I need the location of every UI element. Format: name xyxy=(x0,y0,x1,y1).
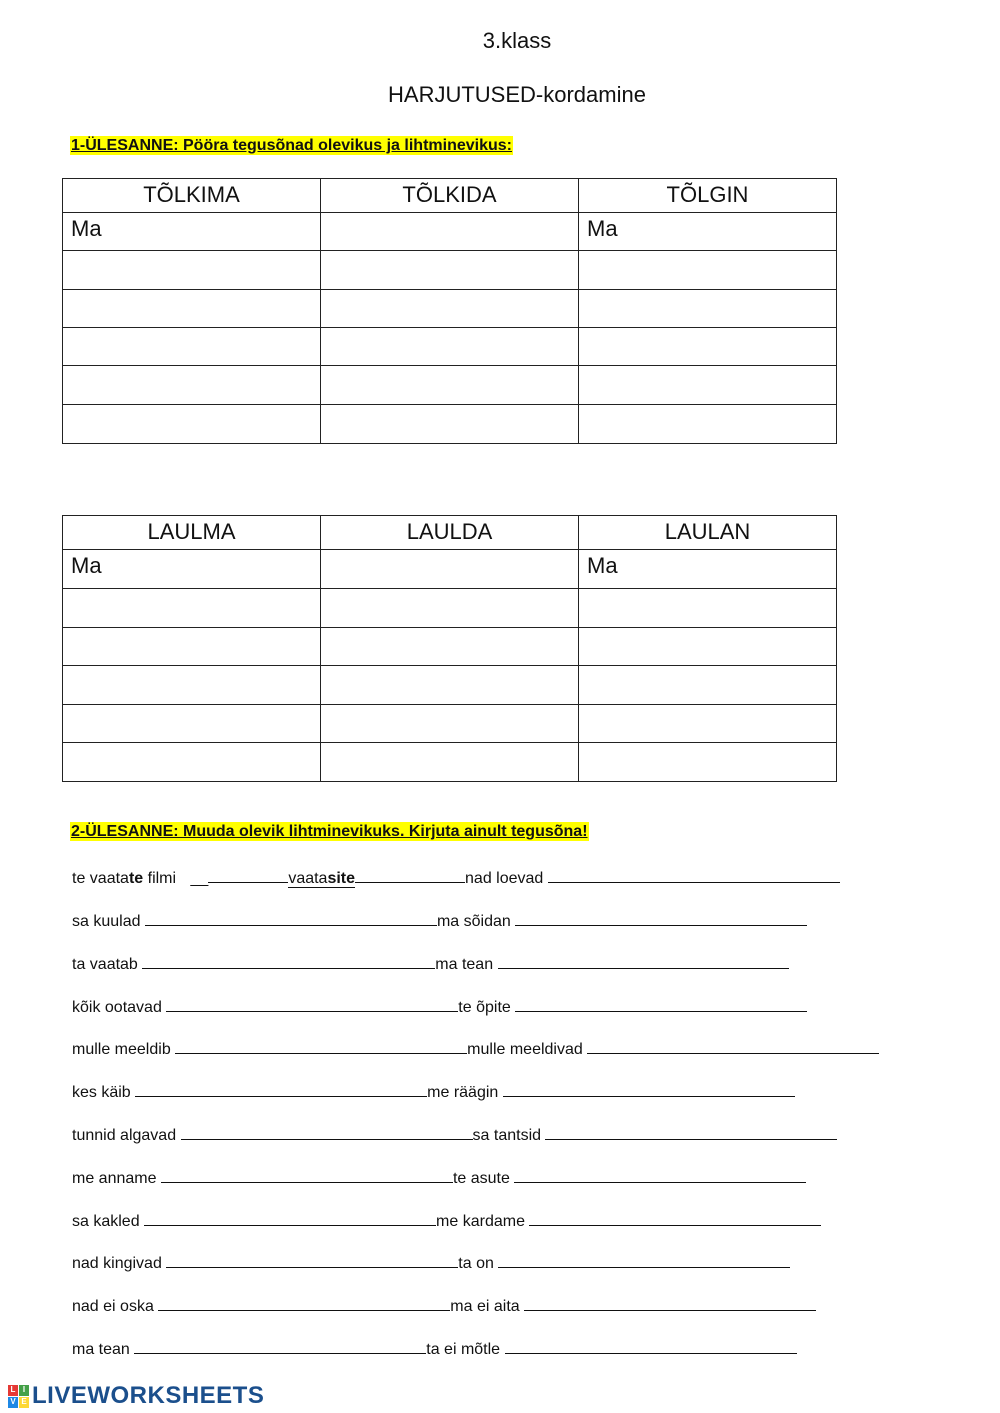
table-answer-cell[interactable] xyxy=(579,328,837,366)
present-verb-right: te asute xyxy=(452,1169,510,1187)
present-verb-left: nad ei oska xyxy=(72,1298,154,1316)
present-verb-left: me anname xyxy=(72,1169,157,1187)
table-header-cell: LAULDA xyxy=(321,516,579,550)
exercise-row xyxy=(72,1253,790,1274)
table-answer-cell[interactable] xyxy=(579,290,837,328)
example-answer: vaata xyxy=(288,870,328,887)
table-header-cell: LAULAN xyxy=(579,516,837,550)
logo-icon-square: E xyxy=(19,1397,29,1408)
present-verb-right: sa tantsid xyxy=(472,1127,542,1144)
example-blank-lead: __ xyxy=(190,870,209,887)
present-verb-left: ta vaatab xyxy=(72,955,138,973)
answer-blank[interactable] xyxy=(181,1125,473,1140)
answer-blank[interactable] xyxy=(524,1296,816,1311)
answer-blank xyxy=(355,868,465,883)
present-verb-right: ma ei aita xyxy=(450,1298,520,1316)
table-answer-cell[interactable] xyxy=(63,290,321,328)
table-answer-cell[interactable] xyxy=(321,550,579,589)
example-prefix-bold: te xyxy=(128,870,144,887)
answer-blank[interactable] xyxy=(548,868,840,883)
present-verb-right: te õpite xyxy=(458,998,511,1016)
table-answer-cell[interactable] xyxy=(63,328,321,366)
answer-blank[interactable] xyxy=(166,1253,458,1268)
answer-blank[interactable] xyxy=(175,1039,467,1054)
present-verb-left: ma tean xyxy=(72,1341,130,1358)
table-header-cell: TÕLKIDA xyxy=(321,179,579,213)
table-answer-cell[interactable] xyxy=(321,366,579,405)
table-answer-cell[interactable]: Ma xyxy=(579,213,837,251)
exercise-row xyxy=(72,1296,816,1317)
present-verb-left: mulle meeldib xyxy=(72,1041,171,1059)
exercise-row xyxy=(72,1039,879,1060)
exercise-row xyxy=(72,911,807,932)
table-answer-cell[interactable]: Ma xyxy=(63,550,321,589)
logo-text: LIVEWORKSHEETS xyxy=(32,1382,265,1409)
answer-blank[interactable] xyxy=(498,1253,790,1268)
class-title: 3.klass xyxy=(482,28,552,53)
verb-table-tolkima xyxy=(62,178,837,444)
exercise-row xyxy=(72,997,807,1018)
answer-blank[interactable] xyxy=(529,1211,821,1226)
present-verb-left: kes käib xyxy=(72,1084,131,1102)
table-answer-cell[interactable] xyxy=(63,666,321,705)
table-answer-cell[interactable] xyxy=(63,251,321,290)
present-verb-left: sa kakled xyxy=(72,1212,140,1230)
table-answer-cell[interactable] xyxy=(579,628,837,666)
present-verb-left: nad kingivad xyxy=(72,1255,162,1273)
table-answer-cell[interactable] xyxy=(321,213,579,251)
table-answer-cell[interactable] xyxy=(579,666,837,705)
answer-blank[interactable] xyxy=(515,911,807,926)
table-answer-cell[interactable]: Ma xyxy=(63,213,321,251)
answer-blank[interactable] xyxy=(134,1339,426,1354)
answer-blank[interactable] xyxy=(505,1339,797,1354)
table-header-cell: TÕLKIMA xyxy=(63,179,321,213)
table-answer-cell[interactable] xyxy=(63,628,321,666)
table-answer-cell[interactable] xyxy=(579,589,837,628)
present-verb-left: tunnid algavad xyxy=(72,1127,177,1144)
answer-blank[interactable] xyxy=(161,1168,453,1183)
table-answer-cell[interactable] xyxy=(321,589,579,628)
table-header-cell: LAULMA xyxy=(63,516,321,550)
table-answer-cell[interactable] xyxy=(63,366,321,405)
present-verb-right: ta ei mõtle xyxy=(426,1341,501,1358)
table-answer-cell[interactable] xyxy=(321,705,579,743)
answer-blank[interactable] xyxy=(587,1039,879,1054)
exercise-row xyxy=(72,1082,795,1103)
answer-blank[interactable] xyxy=(514,1168,806,1183)
answer-blank[interactable] xyxy=(144,1211,436,1226)
table-answer-cell[interactable] xyxy=(63,705,321,743)
table-answer-cell[interactable] xyxy=(321,666,579,705)
logo-icon-square: I xyxy=(19,1385,29,1396)
exercise-row xyxy=(72,1168,806,1189)
present-verb-right: ma tean xyxy=(435,955,494,973)
table-answer-cell[interactable] xyxy=(579,705,837,743)
table-answer-cell[interactable] xyxy=(579,366,837,405)
example-row xyxy=(72,868,840,889)
verb-table-laulma xyxy=(62,515,837,782)
answer-blank[interactable] xyxy=(498,954,789,969)
worksheet-title: HARJUTUSED-kordamine xyxy=(388,82,646,107)
present-verb-left: sa kuulad xyxy=(72,913,141,930)
exercise-row xyxy=(72,1125,837,1146)
present-verb-right: ta on xyxy=(458,1255,494,1273)
table-answer-cell[interactable] xyxy=(321,328,579,366)
liveworksheets-logo xyxy=(8,1382,264,1410)
table-answer-cell[interactable] xyxy=(321,251,579,290)
table-answer-cell[interactable] xyxy=(579,251,837,290)
exercise-row xyxy=(72,1339,797,1360)
table-answer-cell[interactable] xyxy=(63,743,321,782)
table-answer-cell[interactable] xyxy=(579,743,837,782)
present-verb-right: ma sõidan xyxy=(436,913,511,930)
task2-heading: 2-ÜLESANNE: Muuda olevik lihtminevikuks. Kirjuta ainult tegusõna! xyxy=(71,823,588,840)
present-verb-right: mulle meeldivad xyxy=(467,1041,583,1059)
table-answer-cell[interactable] xyxy=(63,405,321,444)
answer-blank[interactable] xyxy=(503,1082,795,1097)
present-verb-right: me kardame xyxy=(436,1212,525,1230)
table-answer-cell[interactable] xyxy=(579,405,837,444)
exercise-row xyxy=(72,954,789,975)
logo-icon-square: V xyxy=(8,1397,18,1408)
example-right-label: nad loevad xyxy=(465,870,544,887)
answer-blank[interactable] xyxy=(142,954,435,969)
table-answer-cell[interactable]: Ma xyxy=(579,550,837,589)
example-suffix: filmi xyxy=(143,870,177,887)
answer-blank[interactable] xyxy=(166,997,458,1012)
answer-blank[interactable] xyxy=(135,1082,427,1097)
example-prefix: te vaata xyxy=(72,870,129,887)
present-verb-left: kõik ootavad xyxy=(72,998,162,1016)
task1-heading: 1-ÜLESANNE: Pööra tegusõnad olevikus ja lihtminevikus: xyxy=(71,137,512,154)
answer-blank[interactable] xyxy=(145,911,437,926)
example-answer-bold: site xyxy=(327,870,356,887)
table-header-cell: TÕLGIN xyxy=(579,179,837,213)
table-answer-cell[interactable] xyxy=(321,405,579,444)
table-answer-cell[interactable] xyxy=(63,589,321,628)
logo-icon-square: L xyxy=(8,1385,18,1396)
present-verb-right: me räägin xyxy=(427,1084,499,1102)
table-answer-cell[interactable] xyxy=(321,628,579,666)
answer-blank[interactable] xyxy=(545,1125,837,1140)
liveworksheets-logo-icon xyxy=(8,1385,28,1407)
answer-blank[interactable] xyxy=(158,1296,450,1311)
table-answer-cell[interactable] xyxy=(321,290,579,328)
table-answer-cell[interactable] xyxy=(321,743,579,782)
exercise-row xyxy=(72,1211,821,1232)
answer-blank[interactable] xyxy=(515,997,807,1012)
answer-blank xyxy=(208,868,288,883)
